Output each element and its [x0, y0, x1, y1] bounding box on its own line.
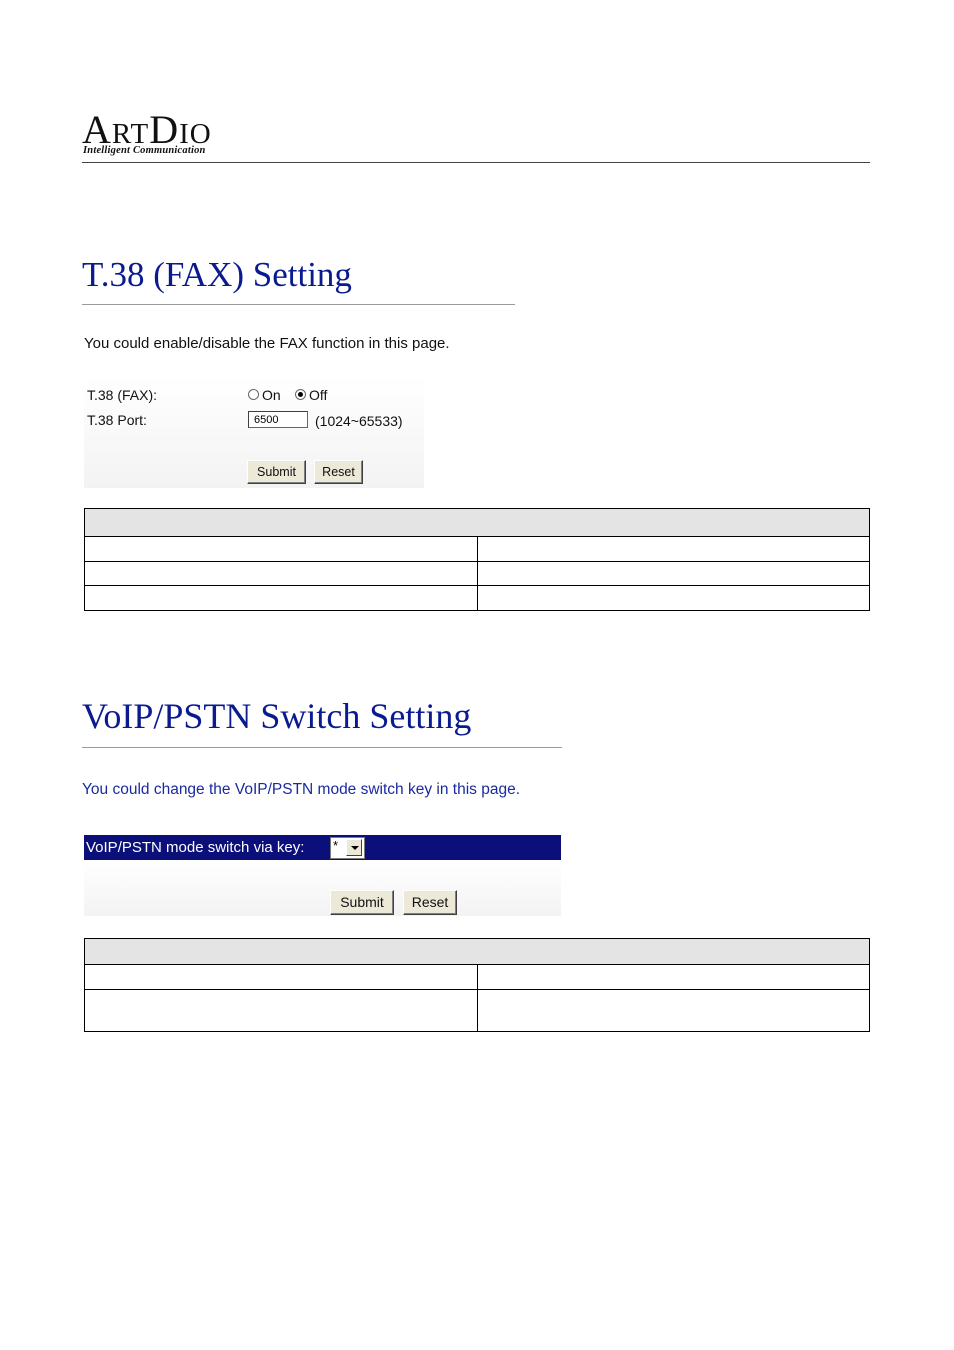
fax-submit-button[interactable]: Submit — [247, 460, 306, 484]
table-cell — [85, 965, 478, 990]
voip-parameter-table — [84, 938, 870, 1032]
t38-fax-label: T.38 (FAX): — [87, 387, 158, 403]
artdio-logo: ARTDIO — [82, 107, 212, 152]
voip-switch-key-label: VoIP/PSTN mode switch via key: — [86, 839, 305, 856]
fax-reset-button[interactable]: Reset — [314, 460, 363, 484]
fax-parameter-table — [84, 508, 870, 611]
table-row — [85, 990, 870, 1032]
fax-off-radio[interactable] — [295, 389, 306, 400]
table-cell — [477, 990, 870, 1032]
chevron-down-icon[interactable] — [346, 839, 362, 856]
table-cell — [85, 586, 478, 611]
voip-title-underline — [82, 747, 562, 748]
table-cell — [85, 537, 478, 562]
table-header-row — [85, 509, 870, 537]
switch-key-value: * — [333, 838, 339, 853]
t38-port-range: (1024~65533) — [315, 413, 403, 429]
table-cell — [477, 965, 870, 990]
fax-on-radio[interactable] — [248, 389, 259, 400]
header-divider — [82, 162, 870, 163]
voip-buttons-panel — [84, 860, 561, 916]
voip-section-title: VoIP/PSTN Switch Setting — [82, 696, 472, 736]
table-cell — [85, 562, 478, 586]
voip-reset-button[interactable]: Reset — [403, 890, 457, 915]
fax-section-title: T.38 (FAX) Setting — [82, 255, 352, 294]
table-row — [85, 965, 870, 990]
table-cell — [477, 562, 870, 586]
table-cell — [477, 537, 870, 562]
voip-submit-button[interactable]: Submit — [330, 890, 394, 915]
table-header-row — [85, 939, 870, 965]
fax-off-label: Off — [309, 387, 328, 403]
table-row — [85, 537, 870, 562]
table-header-cell — [85, 509, 870, 537]
logo-tagline: Intelligent Communication — [83, 145, 206, 156]
fax-title-underline — [82, 304, 515, 305]
table-cell — [85, 990, 478, 1032]
voip-description: You could change the VoIP/PSTN mode switch key in this page. — [82, 781, 520, 798]
t38-port-label: T.38 Port: — [87, 412, 147, 428]
fax-description: You could enable/disable the FAX function in this page. — [84, 335, 450, 352]
table-row — [85, 562, 870, 586]
t38-port-input[interactable] — [248, 411, 308, 428]
table-header-cell — [85, 939, 870, 965]
table-row — [85, 586, 870, 611]
fax-on-label: On — [262, 387, 281, 403]
table-cell — [477, 586, 870, 611]
